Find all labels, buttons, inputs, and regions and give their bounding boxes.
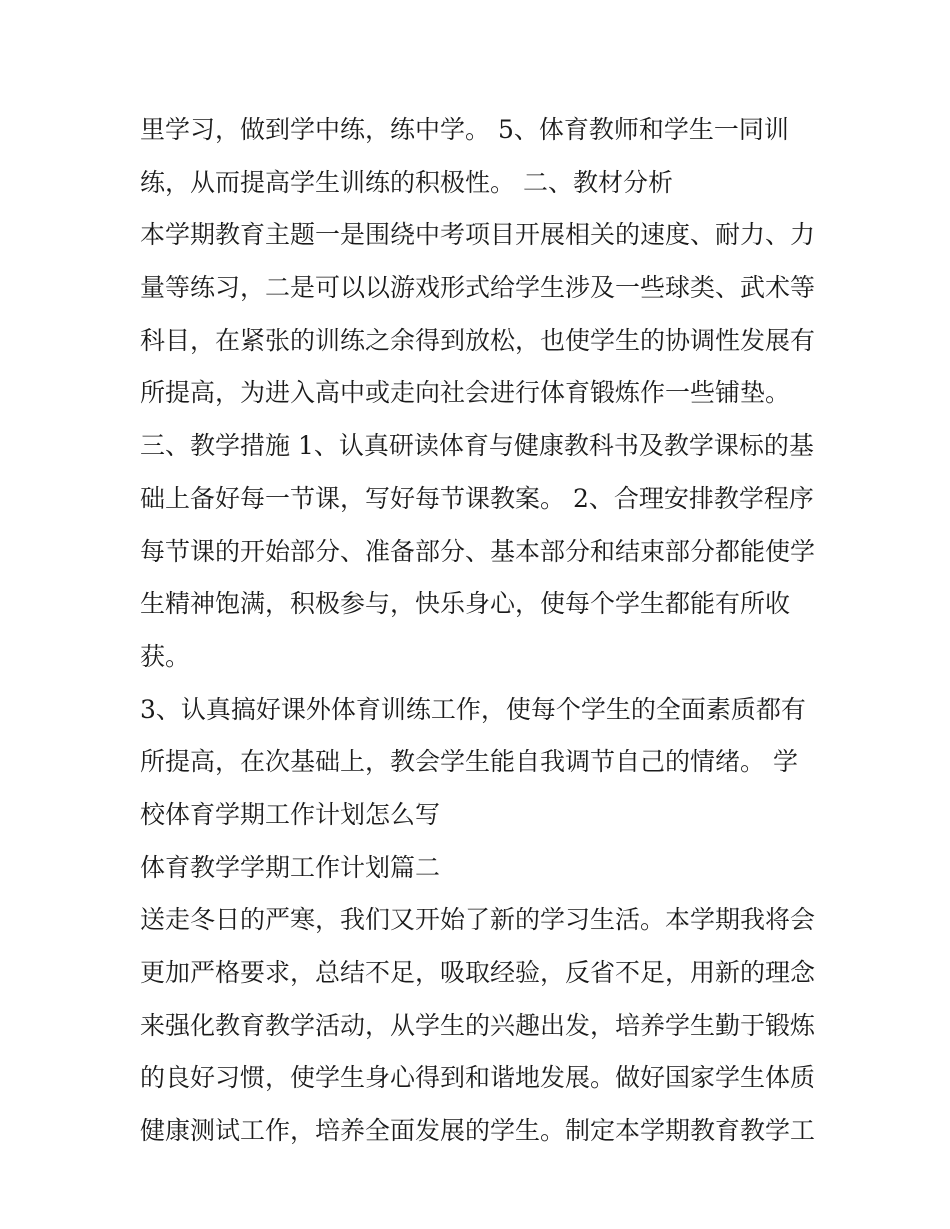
- text-line: 校体育学期工作计划怎么写: [140, 799, 441, 829]
- text-line: 所提高，为进入高中或走向社会进行体育锻炼作一些铺垫。: [140, 378, 791, 408]
- text-line: 科目，在紧张的训练之余得到放松，也使学生的协调性发展有: [140, 325, 816, 355]
- document-body: [140, 104, 830, 1158]
- text-line: 送走冬日的严寒，我们又开始了新的学习生活。本学期我将会: [140, 905, 816, 935]
- text-line: 的良好习惯，使学生身心得到和谐地发展。做好国家学生体质: [140, 1063, 816, 1093]
- text-line: 3、认真搞好课外体育训练工作，使每个学生的全面素质都有: [140, 694, 806, 724]
- text-line: 本学期教育主题一是围绕中考项目开展相关的速度、耐力、力: [140, 220, 816, 250]
- text-line: 更加严格要求，总结不足，吸取经验，反省不足，用新的理念: [140, 958, 816, 987]
- text-line: 里学习，做到学中练，练中学。 5、体育教师和学生一同训: [140, 115, 789, 144]
- text-line: 量等练习，二是可以以游戏形式给学生涉及一些球类、武术等: [140, 273, 816, 303]
- section-heading: 体育教学学期工作计划篇二: [140, 852, 441, 882]
- text-line: 练，从而提高学生训练的积极性。 二、教材分析: [140, 167, 673, 197]
- text-line: 础上备好每一节课，写好每节课教案。 2、合理安排教学程序: [140, 483, 814, 513]
- text-line: 来强化教育教学活动，从学生的兴趣出发，培养学生勤于锻炼: [140, 1010, 816, 1040]
- text-line: 生精神饱满，积极参与，快乐身心，使每个学生都能有所收: [140, 589, 791, 619]
- text-line: 获。: [140, 641, 191, 671]
- text-line: 每节课的开始部分、准备部分、基本部分和结束部分都能使学: [140, 536, 816, 566]
- text-line: 三、教学措施 1、认真研读体育与健康教科书及教学课标的基: [140, 431, 814, 461]
- text-line: 健康测试工作，培养全面发展的学生。制定本学期教育教学工: [140, 1116, 816, 1146]
- text-line: 所提高，在次基础上，教会学生能自我调节自己的情绪。 学: [140, 747, 798, 777]
